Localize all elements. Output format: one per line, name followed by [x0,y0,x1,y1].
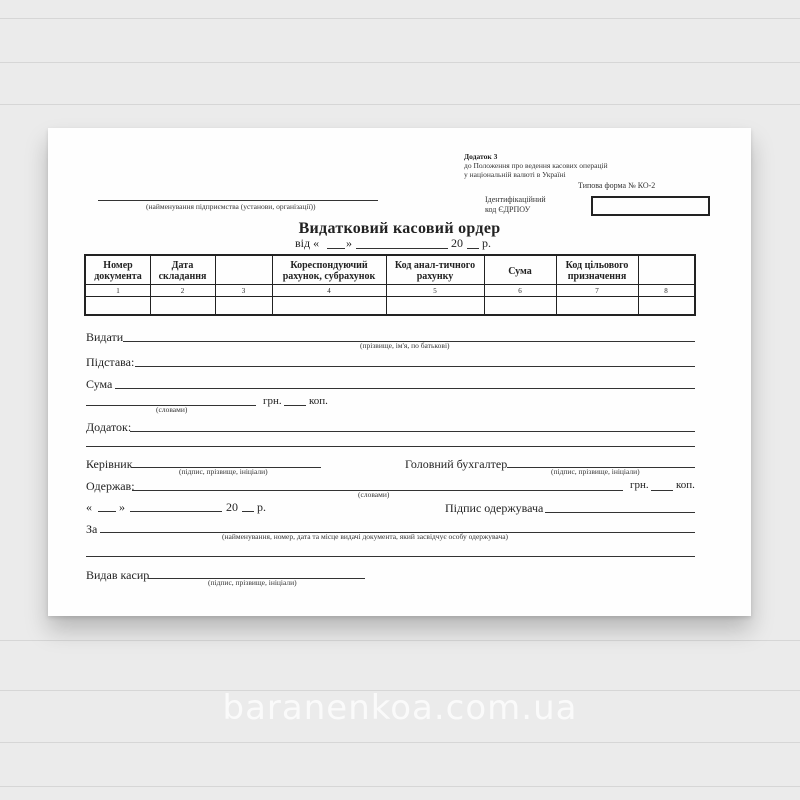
form-type: Типова форма № КО-2 [578,181,656,190]
date2-suffix: р. [257,500,266,514]
table-header-blank-3 [215,258,272,284]
id-code-label-2: код ЄДРПОУ [485,205,531,214]
appendix-line-2: до Положення про ведення касових операцій [464,161,608,170]
sum-words-caption: (словами) [156,405,188,414]
issue-caption: (прізвище, ім'я, по батькові) [360,341,450,350]
sum-words-field[interactable] [115,388,695,389]
document-title: Видатковий касовий ордер [298,220,501,237]
appendix-label: Додаток 3 [464,152,498,161]
edrpou-code-field[interactable] [591,196,710,216]
date-day-field[interactable] [327,248,345,249]
date2-year-prefix: 20 [226,500,238,514]
kop-label: коп. [309,395,328,407]
table-col-number: 2 [180,287,185,295]
date-year-field[interactable] [467,248,479,249]
watermark: baranenkoa.com.ua [222,688,578,728]
uah-label: грн. [263,395,282,407]
basis-label: Підстава: [86,355,135,369]
table-header-date: Дата складання [158,260,207,282]
date2-close-quote: » [119,500,125,514]
recipient-signature-field[interactable] [545,512,695,513]
table-col-number: 3 [241,287,246,295]
date2-open-quote: « [86,500,92,514]
table-header-doc-number: Номер документа [94,260,142,282]
issue-label: Видати [86,330,124,344]
received-label: Одержав: [86,479,135,493]
sum-label: Сума [86,377,113,391]
attachment-label: Додаток: [86,420,132,434]
uah-field-2[interactable] [651,490,673,491]
date-suffix: р. [482,236,491,250]
table-header-blank-8 [638,258,694,284]
date-prefix: від « [295,236,320,250]
table-col-number: 5 [433,287,437,295]
cashier-caption: (підпис, прізвище, ініціали) [208,578,297,587]
recipient-signature-label: Підпис одержувача [445,501,544,515]
date-month-field[interactable] [356,248,448,249]
received-words-caption: (словами) [358,490,390,499]
by-caption: (найменування, номер, дата та місце видачі документа, який засвідчує особу одержувача) [222,532,509,541]
date2-year-field[interactable] [242,511,254,512]
date-year-prefix: 20 [451,236,463,250]
chief-caption: (підпис, прізвище, ініціали) [551,467,640,476]
table-col-number: 6 [518,287,522,295]
id-document-field-2[interactable] [86,556,695,557]
table-header-purpose-code: Код цільового призначення [565,260,629,282]
org-caption: (найменування підприємства (установи, організації)) [146,202,316,211]
table-col-number: 4 [327,287,331,295]
appendix-line-3: у національній валюті в Україні [464,170,566,179]
table-header-analytic-code: Код анал-тичного рахунку [394,260,476,282]
uah-field[interactable] [284,405,306,406]
date-close-quote: » [346,236,352,250]
cashier-label: Видав касир [86,568,150,582]
date2-month-field[interactable] [130,511,222,512]
org-name-line[interactable] [98,200,378,201]
attachment-field-2[interactable] [86,446,695,447]
basis-field[interactable] [135,366,695,367]
cash-order-form [48,128,751,616]
table-col-number: 1 [116,287,120,295]
date2-day-field[interactable] [98,511,116,512]
chief-accountant-label: Головний бухгалтер [405,457,508,471]
by-label: За [86,522,98,536]
accounts-table [84,254,696,316]
id-code-label-1: Ідентифікаційний [485,195,546,204]
table-col-number: 7 [595,287,599,295]
kop-label-2: коп. [676,479,695,491]
manager-caption: (підпис, прізвище, ініціали) [179,467,268,476]
table-header-sum: Сума [508,265,532,277]
table-header-corr-account: Кореспондуючий рахунок, субрахунок [282,260,376,282]
manager-label: Керівник [86,457,133,471]
uah-label-2: грн. [630,479,649,491]
table-col-number: 8 [664,287,668,295]
attachment-field[interactable] [130,431,695,432]
